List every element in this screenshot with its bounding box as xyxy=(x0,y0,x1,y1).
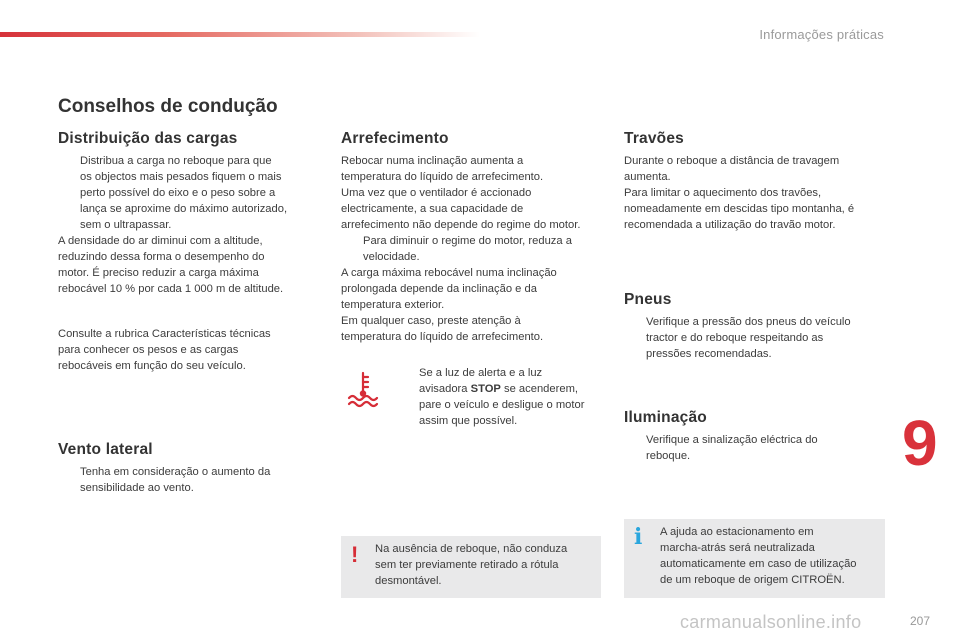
section-title: Informações práticas xyxy=(759,27,884,42)
page-title: Conselhos de condução xyxy=(58,96,278,117)
bullet-pneus: Verifique a pressão dos pneus do veículo tractor e do reboque respeitando as pressões recomendadas. xyxy=(646,316,851,360)
paragraph-densidade: A densidade do ar diminui com a altitude, reduzindo dessa forma o desempenho do motor. É preciso reduzir a carga máxima rebocável 10 % por cada 1 000 m de altitude. xyxy=(58,235,284,295)
paragraph-carga-inclinacao: A carga máxima rebocável numa inclinação prolongada depende da inclinação e da temperatura exterior. Em qualquer caso, preste atenção à temperatura do líquido de arrefecimento. xyxy=(341,267,557,343)
coolant-temperature-warning-icon xyxy=(346,370,380,408)
info-note: i A ajuda ao estacionamento em marcha-atrás será neutralizada automaticamente em caso de utilização de um reboque de origem CITROËN. xyxy=(624,519,885,598)
heading-cargas: Distribuição das cargas xyxy=(58,130,238,147)
heading-travoes: Travões xyxy=(624,130,684,147)
header-accent-bar xyxy=(0,32,480,37)
bullet-stop-alert: Se a luz de alerta e a luz avisadora STOP se acenderem, pare o veículo e desligue o motor assim que possível. xyxy=(419,367,585,427)
bullet-regime: Para diminuir o regime do motor, reduza a velocidade. xyxy=(363,235,572,263)
stop-label: STOP xyxy=(470,383,501,395)
bullet-vento: Tenha em consideração o aumento da sensibilidade ao vento. xyxy=(80,466,271,494)
warning-note: ! Na ausência de reboque, não conduza sem ter previamente retirado a rótula desmontável. xyxy=(341,536,601,598)
paragraph-consulte: Consulte a rubrica Características técnicas para conhecer os pesos e as cargas rebocáveis em função do seu veículo. xyxy=(58,328,271,372)
chapter-number: 9 xyxy=(902,407,938,479)
bullet-iluminacao: Verifique a sinalização eléctrica do reboque. xyxy=(646,434,818,462)
heading-vento: Vento lateral xyxy=(58,441,153,458)
page-number: 207 xyxy=(910,614,931,628)
heading-pneus: Pneus xyxy=(624,291,672,308)
heading-arrefecimento: Arrefecimento xyxy=(341,130,449,147)
exclamation-icon: ! xyxy=(351,542,359,567)
paragraph-travoes: Durante o reboque a distância de travagem aumenta. Para limitar o aquecimento dos travões, nomeadamente em descidas tipo montanha, é recomendada a utilização do travão motor. xyxy=(624,155,855,231)
watermark: carmanualsonline.info xyxy=(680,612,862,632)
bullet-cargas: Distribua a carga no reboque para que os objectos mais pesados fiquem o mais perto possível do eixo e o peso sobre a lança se aproxime do máximo autorizado, sem o ultrapassar. xyxy=(80,155,288,231)
info-icon: i xyxy=(634,524,643,550)
heading-iluminacao: Iluminação xyxy=(624,409,707,426)
paragraph-arrefecimento: Rebocar numa inclinação aumenta a temperatura do líquido de arrefecimento. Uma vez que o ventilador é accionado electricamente, a sua capacidade de arrefecimento não depende do regime do motor. xyxy=(341,155,581,231)
